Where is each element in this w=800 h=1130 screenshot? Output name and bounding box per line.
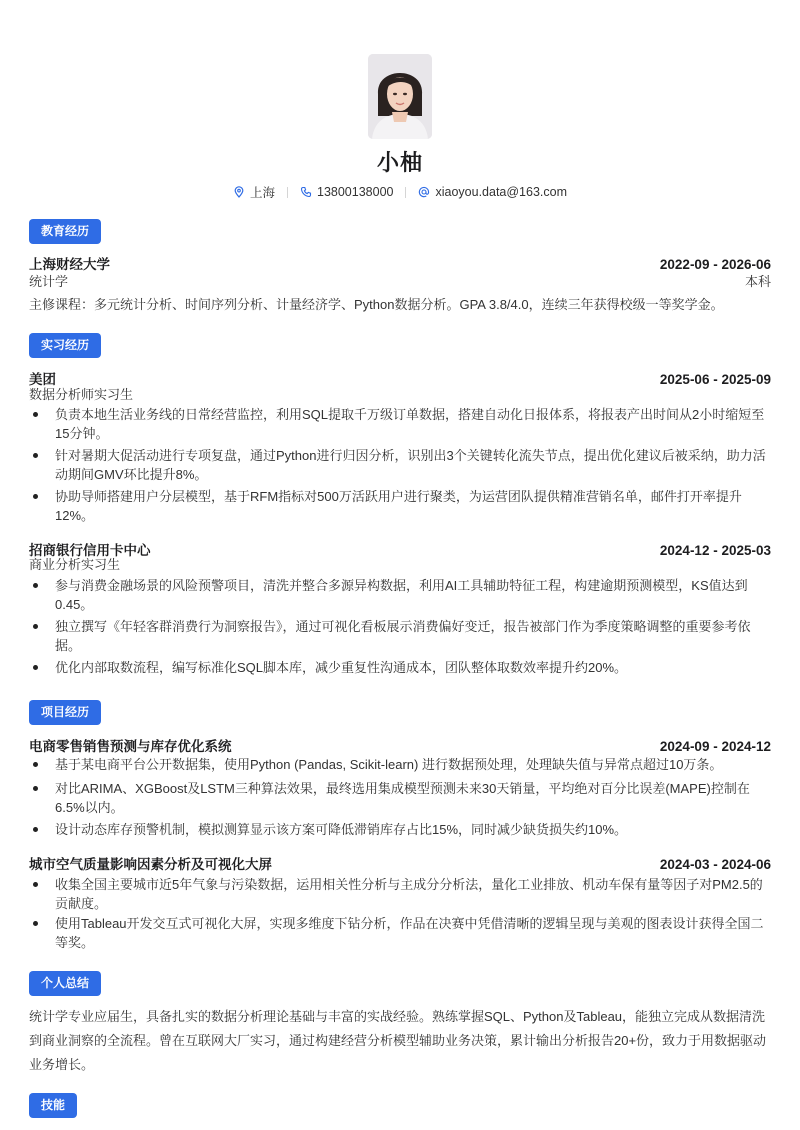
bullet-text: 收集全国主要城市近5年气象与污染数据，运用相关性分析与主成分分析法，量化工业排放、机动车保有量等因子对PM2.5的贡献度。 [55,877,763,911]
bullet-text: 使用Tableau开发交互式可视化大屏，实现多维度下钻分析，作品在决赛中凭借清晰的逻辑呈现与美观的图表设计获得全国二等奖。 [55,916,764,950]
summary-text: 统计学专业应届生，具备扎实的数据分析理论基础与丰富的实战经验。熟练掌握SQL、Python及Tableau，能独立完成从数据清洗到商业洞察的全流程。曾在互联网大厂实习，通过构建经营分析模型辅助业务决策，累计输出分析报告20+份，致力于用数据驱动业务增长。 [29,1009,767,1072]
contact-phone [288,185,405,199]
bullet-dot [33,786,38,791]
list-item [29,446,771,484]
profile-photo [368,54,432,139]
bullet-dot [33,412,38,417]
project-name: 城市空气质量影响因素分析及可视化大屏 [29,857,272,872]
company-name: 招商银行信用卡中心 [29,543,151,558]
internship-role: 数据分析师实习生 [29,387,134,402]
location-text: 上海 [249,186,275,200]
list-item [29,779,771,817]
at-sign-icon [418,186,430,198]
project-header [29,853,771,873]
bullet-dot [33,453,38,458]
bullet-text: 对比ARIMA、XGBoost及LSTM三种算法效果，最终选用集成模型预测未来30天销量，平均绝对百分比误差(MAPE)控制在6.5%以内。 [55,781,750,815]
project-name: 电商零售销售预测与库存优化系统 [29,739,232,754]
section-title-education: 教育经历 [29,219,101,244]
bullet-dot [33,624,38,629]
section-title-skills: 技能 [29,1093,77,1118]
bullet-text: 负责本地生活业务线的日常经营监控，利用SQL提取千万级订单数据，搭建自动化日报体系，将报表产出时间从2小时缩短至15分钟。 [55,407,765,441]
list-item [29,576,771,614]
internship-role: 商业分析实习生 [29,557,121,572]
education-subheader [29,271,771,290]
list-item [29,617,771,655]
education-header [29,253,771,273]
bullet-text: 参与消费金融场景的风险预警项目，清洗并整合多源异构数据，利用AI工具辅助特征工程，构建逾期预测模型，KS值达到0.45。 [55,578,748,612]
internship-dates: 2024-12 - 2025-03 [659,543,771,558]
contact-email [406,185,579,199]
bullet-text: 基于某电商平台公开数据集，使用Python (Pandas, Scikit-learn) 进行数据预处理，处理缺失值与异常点超过10万条。 [55,757,723,772]
project-dates: 2024-09 - 2024-12 [659,739,771,754]
project-header [29,735,771,755]
bullet-dot [33,762,38,767]
bullet-text: 优化内部取数流程，编写标准化SQL脚本库，减少重复性沟通成本，团队整体取数效率提升约20%。 [55,660,628,675]
section-title-internship: 实习经历 [29,333,101,358]
bullet-dot [33,494,38,499]
degree: 本科 [744,274,771,289]
email-text[interactable]: xiaoyou.data@163.com [435,185,568,199]
section-title-project: 项目经历 [29,700,101,725]
bullet-dot [33,583,38,588]
bullet-text: 针对暑期大促活动进行专项复盘，通过Python进行归因分析，识别出3个关键转化流失节点，提出优化建议后被采纳，助力活动期间GMV环比提升8%。 [55,448,766,482]
school-name: 上海财经大学 [29,257,110,272]
bullet-dot [33,665,38,670]
contact-location [221,183,287,201]
list-item [29,658,771,677]
bullet-text: 协助导师搭建用户分层模型，基于RFM指标对500万活跃用户进行聚类，为运营团队提供精准营销名单，邮件打开率提升12%。 [55,489,742,523]
bullet-text: 设计动态库存预警机制，模拟测算显示该方案可降低滞销库存占比15%，同时减少缺货损失约10%。 [55,822,628,837]
list-item [29,914,771,952]
bullet-dot [33,827,38,832]
project-dates: 2024-03 - 2024-06 [659,857,771,872]
list-item [29,405,771,443]
phone-text: 13800138000 [317,185,394,199]
major: 统计学 [29,274,69,289]
bullet-dot [33,921,38,926]
internship-dates: 2025-06 - 2025-09 [659,372,771,387]
phone-icon [300,186,312,198]
bullet-text: 独立撰写《年轻客群消费行为洞察报告》，通过可视化看板展示消费偏好变迁，报告被部门作为季度策略调整的重要参考依据。 [55,619,751,653]
section-title-summary: 个人总结 [29,971,101,996]
company-name: 美团 [29,372,56,387]
education-dates: 2022-09 - 2026-06 [659,257,771,272]
list-item [29,875,771,913]
candidate-name: 小柚 [376,150,423,175]
list-item [29,755,771,774]
map-pin-icon [233,186,245,198]
list-item [29,487,771,525]
list-item [29,820,771,839]
contact-bar [0,183,800,201]
education-detail: 主修课程：多元统计分析、时间序列分析、计量经济学、Python数据分析。GPA 3.8/4.0，连续三年获得校级一等奖学金。 [29,297,724,312]
bullet-dot [33,882,38,887]
